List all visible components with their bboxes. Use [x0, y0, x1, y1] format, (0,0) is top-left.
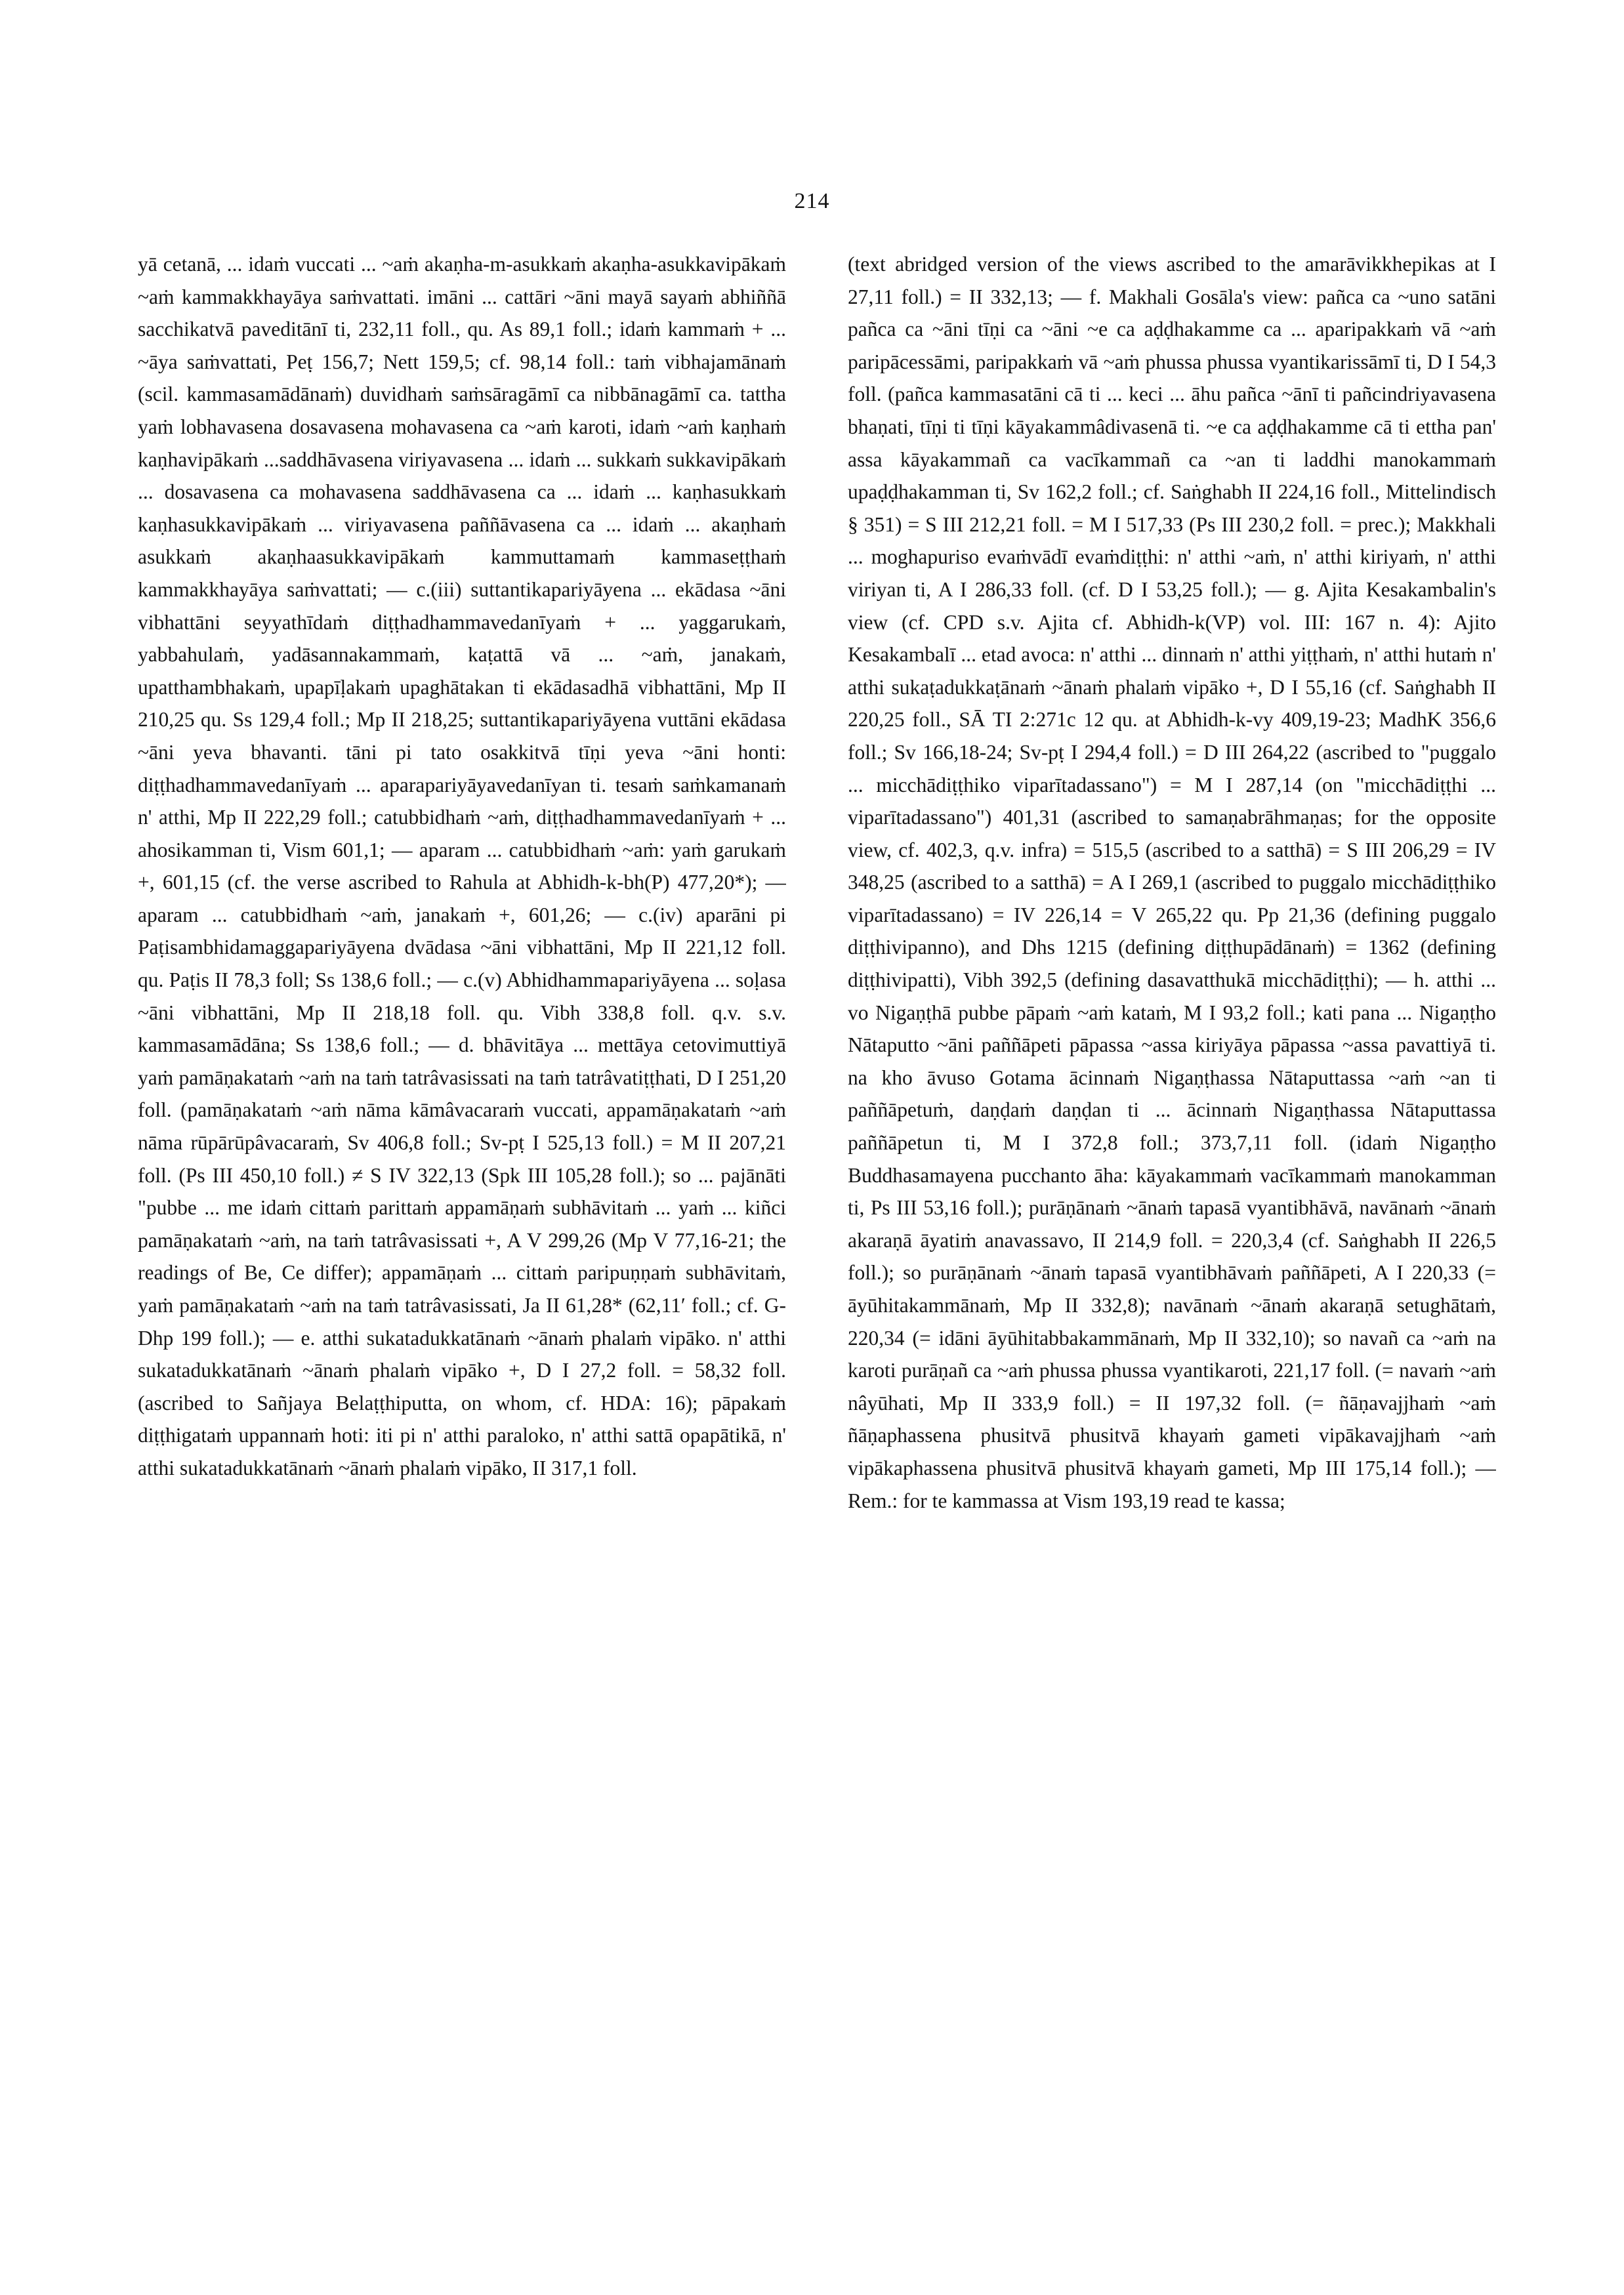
- dictionary-entry-text: (text abridged version of the views ascribed to the amarāvikkhepikas at I 27,11 foll.) = II 332,13; — f. Makhali Gosāla's view: pañca ca ~uno satāni pañca ca ~āni tīṇi ca ~āni ~e ca aḍḍhakamme ca ... aparipakkaṁ vā ~aṁ paripācessāmi, paripakkaṁ vā ~aṁ phussa phussa vyantikarissāmī ti, D I 54,3 foll. (pañca kammasatāni cā ti ... keci ... āhu pañca ~ānī ti pañcindriyavasena bhaṇati, tīṇi ti tīṇi kāyakammâdivasenā ti. ~e ca aḍḍhakamme cā ti ettha pan' assa kāyakammañ ca vacīkammañ ca ~an ti laddhi manokammaṁ upaḍḍhakamman ti, Sv 162,2 foll.; cf. Saṅghabh II 224,16 foll., Mittelindisch § 351) = S III 212,21 foll. = M I 517,33 (Ps III 230,2 foll. = prec.); Makkhali ... moghapuriso evaṁvādī evaṁdiṭṭhi: n' atthi ~aṁ, n' atthi kiriyaṁ, n' atthi viriyan ti, A I 286,33 foll. (cf. D I 53,25 foll.); — g. Ajita Kesakambalin's view (cf. CPD s.v. Ajita cf. Abhidh-k(VP) vol. III: 167 n. 4): Ajito Kesakambalī ... etad avoca: n' atthi ... dinnaṁ n' atthi yiṭṭhaṁ, n' atthi hutaṁ n' atthi sukaṭadukkaṭānaṁ ~ānaṁ phalaṁ vipāko +, D I 55,16 (cf. Saṅghabh II 220,25 foll., SĀ TI 2:271c 12 qu. at Abhidh-k-vy 409,19-23; MadhK 356,6 foll.; Sv 166,18-24; Sv-pṭ I 294,4 foll.) = D III 264,22 (ascribed to "puggalo ... micchādiṭṭhiko viparītadassano") = M I 287,14 (on "micchādiṭṭhi ... viparītadassano") 401,31 (ascribed to samaṇabrāhmaṇas; for the opposite view, cf. 402,3, q.v. infra) = 515,5 (ascribed to a satthā) = S III 206,29 = IV 348,25 (ascribed to a satthā) = A I 269,1 (ascribed to puggalo micchādiṭṭhiko viparītadassano) = IV 226,14 = V 265,22 qu. Pp 21,36 (defining puggalo diṭṭhivipanno), and Dhs 1215 (defining diṭṭhupādānaṁ) = 1362 (defining diṭṭhivipatti), Vibh 392,5 (defining dasavatthukā micchādiṭṭhi); — h. atthi ... vo Nigaṇṭhā pubbe pāpaṁ ~aṁ kataṁ, M I 93,2 foll.; kati pana ... Nigaṇṭho Nātaputto ~āni paññāpeti pāpassa ~assa kiriyāya pāpassa ~assa pavattiyā ti. na kho āvuso Gotama ācinnaṁ Nigaṇṭhassa Nātaputtassa ~aṁ ~an ti paññāpetuṁ, daṇḍaṁ daṇḍan ti ... ācinnaṁ Nigaṇṭhassa Nātaputtassa paññāpetun ti, M I 372,8 foll.; 373,7,11 foll. (idaṁ Nigaṇṭho Buddhasamayena pucchanto āha: kāyakammaṁ vacīkammaṁ manokamman ti, Ps III 53,16 foll.); purāṇānaṁ ~ānaṁ tapasā vyantibhāvā, navānaṁ ~ānaṁ akaraṇā āyatiṁ anavassavo, II 214,9 foll. = 220,3,4 (cf. Saṅghabh II 226,5 foll.); so purāṇānaṁ ~ānaṁ tapasā vyantibhāvaṁ paññāpeti, A I 220,33 (= āyūhitakammānaṁ, Mp II 332,8); navānaṁ ~ānaṁ akaraṇā setughātaṁ, 220,34 (= idāni āyūhitabbakammānaṁ, Mp II 332,10); so navañ ca ~aṁ na karoti purāṇañ ca ~aṁ phussa phussa vyantikaroti, 221,17 foll. (= navaṁ ~aṁ nâyūhati, Mp II 333,9 foll.) = II 197,32 foll. (= ñāṇavajjhaṁ ~aṁ ñāṇaphassena phusitvā phusitvā khayaṁ gameti vipākavajjhaṁ ~aṁ vipākaphassena phusitvā phusitvā khayaṁ gameti, Mp III 175,14 foll.); — Rem.: for te kammassa at Vism 193,19 read te kassa;: [848, 253, 1496, 1512]
- page-number: 214: [794, 189, 830, 213]
- text-column-left: [138, 248, 786, 2210]
- dictionary-entry-text: yā cetanā, ... idaṁ vuccati ... ~aṁ akaṇha-m-asukkaṁ akaṇha-asukkavipākaṁ ~aṁ kammakkhayāya saṁvattati. imāni ... cattāri ~āni mayā sayaṁ abhiññā sacchikatvā paveditānī ti, 232,11 foll., qu. As 89,1 foll.; idaṁ kammaṁ + ... ~āya saṁvattati, Peṭ 156,7; Nett 159,5; cf. 98,14 foll.: taṁ vibhajamānaṁ (scil. kammasamādānaṁ) duvidhaṁ saṁsāragāmī ca nibbānagāmī ca. tattha yaṁ lobhavasena dosavasena mohavasena ca ~aṁ karoti, idaṁ ~aṁ kaṇhaṁ kaṇhavipākaṁ ...saddhāvasena viriyavasena ... idaṁ ... sukkaṁ sukkavipākaṁ ... dosavasena ca mohavasena saddhāvasena ca ... idaṁ ... kaṇhasukkaṁ kaṇhasukkavipākaṁ ... viriyavasena paññāvasena ca ... idaṁ ... akaṇhaṁ asukkaṁ akaṇhaasukkavipākaṁ kammuttamaṁ kammaseṭṭhaṁ kammakkhayāya saṁvattati; — c.(iii) suttantikapariyāyena ... ekādasa ~āni vibhattāni seyyathīdaṁ diṭṭhadhammavedanīyaṁ + ... yaggarukaṁ, yabbahulaṁ, yadāsannakammaṁ, kaṭattā vā ... ~aṁ, janakaṁ, upatthambhakaṁ, upapīḷakaṁ upaghātakan ti ekādasadhā vibhattāni, Mp II 210,25 qu. Ss 129,4 foll.; Mp II 218,25; suttantikapariyāyena vuttāni ekādasa ~āni yeva bhavanti. tāni pi tato osakkitvā tīṇi yeva ~āni honti: diṭṭhadhammavedanīyaṁ ... aparapariyāyavedanīyan ti. tesaṁ saṁkamanaṁ n' atthi, Mp II 222,29 foll.; catubbidhaṁ ~aṁ, diṭṭhadhammavedanīyaṁ + ... ahosikamman ti, Vism 601,1; — aparam ... catubbidhaṁ ~aṁ: yaṁ garukaṁ +, 601,15 (cf. the verse ascribed to Rahula at Abhidh-k-bh(P) 477,20*); — aparam ... catubbidhaṁ ~aṁ, janakaṁ +, 601,26; — c.(iv) aparāni pi Paṭisambhidamaggapariyāyena dvādasa ~āni vibhattāni, Mp II 221,12 foll. qu. Paṭis II 78,3 foll; Ss 138,6 foll.; — c.(v) Abhidhammapariyāyena ... soḷasa ~āni vibhattāni, Mp II 218,18 foll. qu. Vibh 338,8 foll. q.v. s.v. kammasamādāna; Ss 138,6 foll.; — d. bhāvitāya ... mettāya cetovimuttiyā yaṁ pamāṇakataṁ ~aṁ na taṁ tatrâvasissati na taṁ tatrâvatiṭṭhati, D I 251,20 foll. (pamāṇakataṁ ~aṁ nāma kāmâvacaraṁ vuccati, appamāṇakataṁ ~aṁ nāma rūpārūpâvacaraṁ, Sv 406,8 foll.; Sv-pṭ I 525,13 foll.) = M II 207,21 foll. (Ps III 450,10 foll.) ≠ S IV 322,13 (Spk III 105,28 foll.); so ... pajānāti "pubbe ... me idaṁ cittaṁ parittaṁ appamāṇaṁ subhāvitaṁ ... yaṁ ... kiñci pamāṇakataṁ ~aṁ, na taṁ tatrâvasissati +, A V 299,26 (Mp V 77,16-21; the readings of Be, Ce differ); appamāṇaṁ ... cittaṁ paripuṇṇaṁ subhāvitaṁ, yaṁ pamāṇakataṁ ~aṁ na taṁ tatrâvasissati, Ja II 61,28* (62,11′ foll.; cf. G-Dhp 199 foll.); — e. atthi sukatadukkatānaṁ ~ānaṁ phalaṁ vipāko. n' atthi sukatadukkatānaṁ ~ānaṁ phalaṁ vipāko +, D I 27,2 foll. = 58,32 foll. (ascribed to Sañjaya Belaṭṭhiputta, on whom, cf. HDA: 16); pāpakaṁ diṭṭhigataṁ uppannaṁ hoti: iti pi n' atthi paraloko, n' atthi sattā opapātikā, n' atthi sukatadukkatānaṁ ~ānaṁ phalaṁ vipāko, II 317,1 foll.: [138, 253, 786, 1479]
- text-column-right: [848, 248, 1496, 2210]
